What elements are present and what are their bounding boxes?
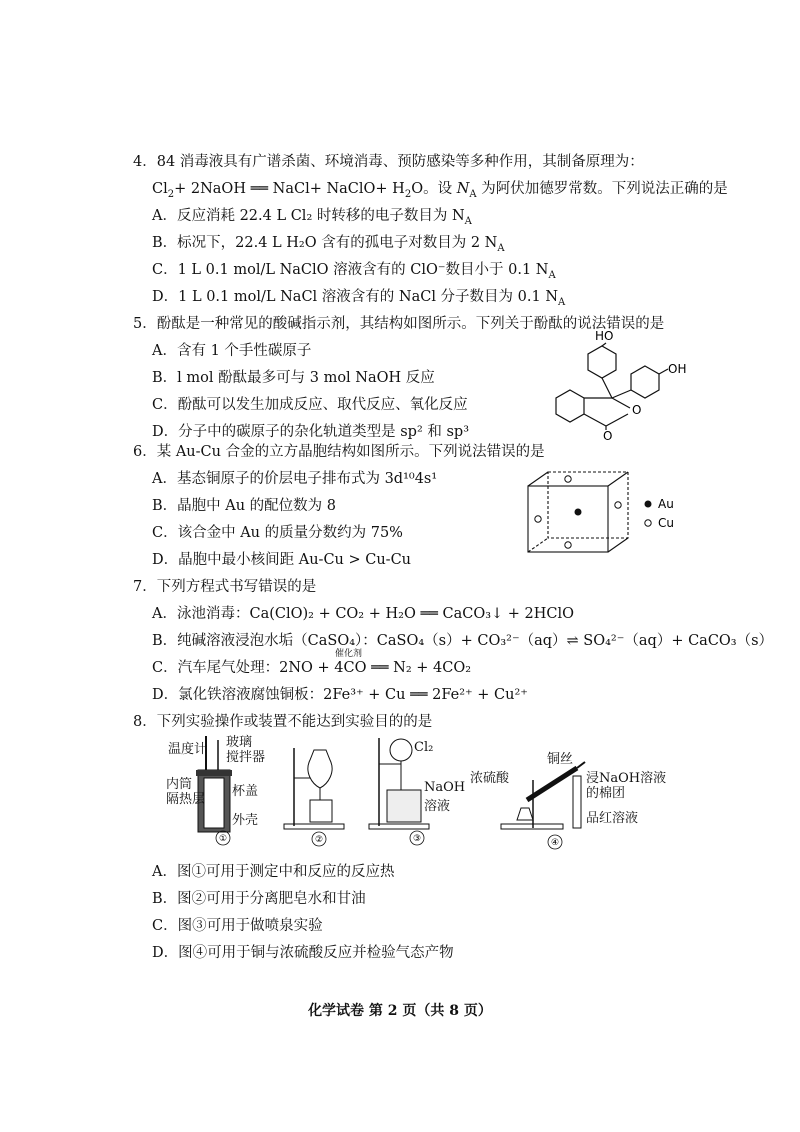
q8-stem: 8．下列实验操作或装置不能达到实验目的的是: [133, 714, 433, 730]
q4-stem: 4．84 消毒液具有广谱杀菌、环境消毒、预防感染等多种作用，其制备原理为：: [133, 154, 644, 170]
fig1-stirrer-label1: 玻璃: [226, 735, 253, 750]
q7-option-a: A．泳池消毒：Ca(ClO)₂ + CO₂ + H₂O ══ CaCO₃↓ + 2HClO: [152, 606, 575, 622]
q6-option-d: D．晶胞中最小核间距 Au-Cu > Cu-Cu: [152, 552, 412, 568]
fig3-naoh-label2: 溶液: [424, 799, 451, 814]
label-ring-o: O: [632, 403, 642, 417]
q5-option-d: D．分子中的碳原子的杂化轨道类型是 sp² 和 sp³: [152, 424, 470, 440]
fig1-shell-label: 外壳: [232, 813, 259, 828]
fig4-cotton-label1: 浸NaOH溶液: [586, 771, 667, 786]
legend-au: Au: [658, 497, 674, 511]
fig4-wire-label: 铜丝: [547, 752, 574, 767]
q7-option-b: B．纯碱溶液浸泡水垢（CaSO₄）：CaSO₄（s）+ CO₃²⁻（aq）⇌ SO₄²⁻（aq）+ CaCO₃（s）: [152, 633, 774, 649]
q8-option-d: D．图④可用于铜与浓硫酸反应并检验气态产物: [152, 945, 454, 961]
fig4-cotton-label2: 的棉团: [586, 786, 626, 801]
q4-option-a: A．反应消耗 22.4 L Cl₂ 时转移的电子数目为 $N_A$: [152, 208, 472, 227]
q7-option-c: C．汽车尾气处理：2NO + 4CO ══ N₂ + 4CO₂: [152, 660, 472, 676]
q5-option-a: A．含有 1 个手性碳原子: [152, 343, 312, 359]
q7-catalyst-label: 催化剂: [335, 649, 363, 659]
fig4-acid-label: 浓硫酸: [470, 771, 510, 786]
q7-option-d: D．氯化铁溶液腐蚀铜板：2Fe³⁺ + Cu ══ 2Fe²⁺ + Cu²⁺: [152, 687, 528, 703]
figure-2-separatory-funnel: [282, 738, 357, 848]
q4-equation: $Cl_2+$ 2NaOH ══ NaCl+ NaClO+ $H_2O$。设 $N_A$ 为阿伏加德罗常数。下列说法正确的是: [152, 181, 728, 200]
fig1-lid-label: 杯盖: [232, 784, 259, 799]
fig1-number: ①: [218, 834, 228, 844]
label-oh: OH: [668, 362, 687, 376]
q5-stem: 5．酚酞是一种常见的酸碱指示剂，其结构如图所示。下列关于酚酞的说法错误的是: [133, 316, 665, 332]
fig1-inner-label1: 内筒: [166, 777, 193, 792]
phenolphthalein-structure: [540, 328, 700, 446]
q8-option-a: A．图①可用于测定中和反应的反应热: [152, 864, 395, 880]
q4-option-c: C．1 L 0.1 mol/L NaClO 溶液含有的 ClO⁻数目小于 0.1 $N_A$: [152, 262, 556, 281]
q8-option-c: C．图③可用于做喷泉实验: [152, 918, 323, 934]
legend-cu: Cu: [658, 516, 674, 530]
q4-option-d: D．1 L 0.1 mol/L NaCl 溶液含有的 NaCl 分子数目为 0.1 $N_A$: [152, 289, 566, 308]
au-cu-unit-cell: [520, 468, 690, 560]
q6-option-a: A．基态铜原子的价层电子排布式为 3d¹⁰4s¹: [152, 471, 438, 487]
q8-option-b: B．图②可用于分离肥皂水和甘油: [152, 891, 366, 907]
fig3-number: ③: [412, 834, 422, 844]
fig2-number: ②: [314, 835, 324, 845]
fig3-cl2-label: Cl₂: [414, 740, 434, 755]
label-ho: HO: [595, 329, 614, 343]
q6-option-b: B．晶胞中 Au 的配位数为 8: [152, 498, 337, 514]
fig1-inner-label2: 隔热层: [166, 792, 206, 807]
fig1-thermometer-label: 温度计: [168, 742, 208, 757]
fig4-dye-label: 品红溶液: [586, 811, 639, 826]
q7-stem: 7．下列方程式书写错误的是: [133, 579, 317, 595]
fig4-number: ④: [550, 838, 560, 848]
q4-option-b: B．标况下，22.4 L H₂O 含有的孤电子对数目为 2 $N_A$: [152, 235, 505, 254]
q6-option-c: C．该合金中 Au 的质量分数约为 75%: [152, 525, 403, 541]
page-footer: 化学试卷 第 2 页（共 8 页）: [308, 1003, 492, 1019]
q5-option-c: C．酚酞可以发生加成反应、取代反应、氧化反应: [152, 397, 468, 413]
q6-stem: 6．某 Au-Cu 合金的立方晶胞结构如图所示。下列说法错误的是: [133, 444, 545, 460]
q5-option-b: B．l mol 酚酞最多可与 3 mol NaOH 反应: [152, 370, 435, 386]
fig1-stirrer-label2: 搅拌器: [226, 750, 266, 765]
fig3-naoh-label1: NaOH: [424, 780, 466, 795]
label-carbonyl-o: O: [603, 429, 613, 443]
